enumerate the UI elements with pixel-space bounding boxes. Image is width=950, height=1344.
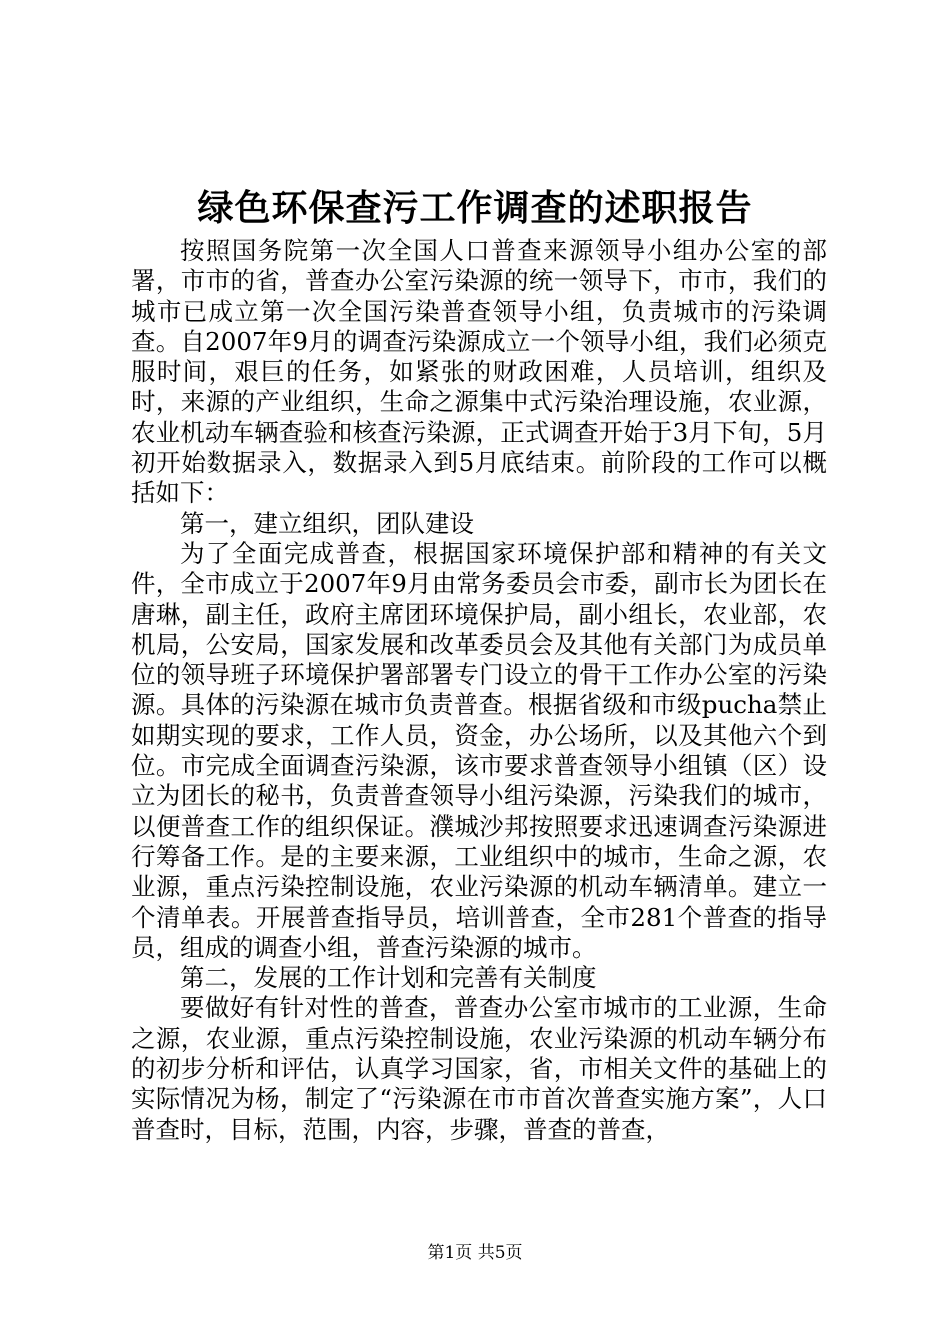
paragraph-intro: 按照国务院第一次全国人口普查来源领导小组办公室的部署，市市的省，普查办公室污染源的统一领导下，市市，我们的城市已成立第一次全国污染普查领导小组，负责城市的污染调查。自2007年9月的调查污染源成立一个领导小组，我们必须克服时间，艰巨的任务，如紧张的财政困难，人员培训，组织及时，来源的产业组织，生命之源集中式污染治理设施，农业源，农业机动车辆查验和核查污染源，正式调查开始于3月下旬，5月初开始数据录入，数据录入到5月底结束。前阶段的工作可以概括如下： bbox=[131, 236, 827, 508]
section-heading-2: 第二，发展的工作计划和完善有关制度 bbox=[180, 963, 597, 993]
page-footer: 第1页 共5页 bbox=[427, 1243, 523, 1263]
paragraph-section-1: 为了全面完成普查，根据国家环境保护部和精神的有关文件，全市成立于2007年9月由常务委员会市委，副市长为团长在唐琳，副主任，政府主席团环境保护局，副小组长，农业部，农机局，公安局，国家发展和改革委员会及其他有关部门为成员单位的领导班子环境保护署部署专门设立的骨干工作办公室的污染源。具体的污染源在城市负责普查。根据省级和市级pucha禁止如期实现的要求，工作人员，资金，办公场所，以及其他六个到位。市完成全面调查污染源，该市要求普查领导小组镇（区）设立为团长的秘书，负责普查领导小组污染源，污染我们的城市，以便普查工作的组织保证。濮城沙邦按照要求迅速调查污染源进行筹备工作。是的主要来源，工业组织中的城市，生命之源，农业源，重点污染控制设施，农业污染源的机动车辆清单。建立一个清单表。开展普查指导员，培训普查，全市281个普查的指导员，组成的调查小组，普查污染源的城市。 bbox=[131, 538, 827, 962]
document-title: 绿色环保查污工作调查的述职报告 bbox=[197, 187, 753, 229]
document-body bbox=[131, 236, 827, 1145]
section-heading-1: 第一，建立组织，团队建设 bbox=[180, 508, 474, 538]
paragraph-section-2: 要做好有针对性的普查，普查办公室市城市的工业源，生命之源，农业源，重点污染控制设施，农业污染源的机动车辆分布的初步分析和评估，认真学习国家，省，市相关文件的基础上的实际情况为杨，制定了“污染源在市市首次普查实施方案”，人口普查时，目标，范围，内容，步骤，普查的普查， bbox=[131, 993, 827, 1144]
